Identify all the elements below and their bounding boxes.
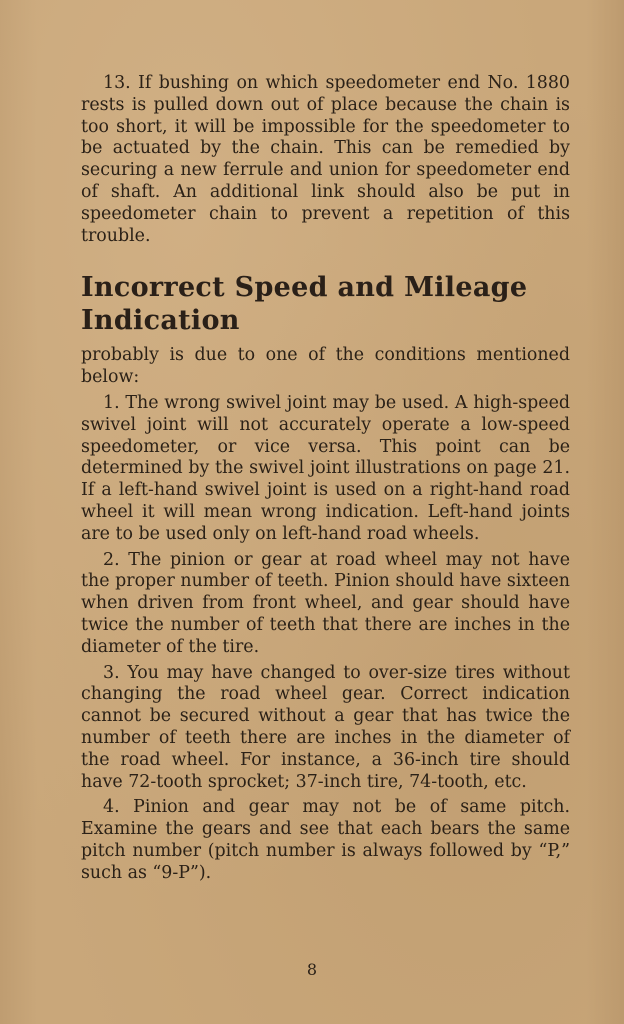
- list-item-4: 4. Pinion and gear may not be of same pitch. Examine the gears and see that each bears the same pitch number (pitch number is always followed by “P,” such as “9-P”).: [81, 797, 570, 883]
- page-number: 8: [306, 960, 318, 979]
- intro-paragraph: probably is due to one of the conditions mentioned below:: [81, 345, 570, 388]
- list-item-3: 3. You may have changed to over-size tires without changing the road wheel gear. Correct indication cannot be secured without a gear that has twice the number of teeth there are inches in the diameter of the road wheel. For instance, a 36-inch tire should have 72-tooth sprocket; 37-inch tire, 74-tooth, etc.: [81, 662, 570, 792]
- list-item-2: 2. The pinion or gear at road wheel may not have the proper number of teeth. Pinion should have sixteen when driven from front wheel, and gear should have twice the number of teeth that there are inches in the diameter of the tire.: [81, 549, 570, 657]
- paragraph-13: 13. If bushing on which speedometer end No. 1880 rests is pulled down out of place because the chain is too short, it will be impossible for the speedometer to be actuated by the chain. This can be remedied by securing a new ferrule and union for speedometer end of shaft. An additional link should also be put in speedometer chain to prevent a repetition of this trouble.: [81, 73, 570, 246]
- page-text-block: [81, 73, 570, 885]
- list-item-1: 1. The wrong swivel joint may be used. A high-speed swivel joint will not accurately operate a low-speed speedometer, or vice versa. This point can be determined by the swivel joint illustrations on page 21. If a left-hand swivel joint is used on a right-hand road wheel it will mean wrong indication. Left-hand joints are to be used only on left-hand road wheels.: [81, 392, 570, 544]
- section-heading: Incorrect Speed and Mileage Indication: [81, 272, 528, 337]
